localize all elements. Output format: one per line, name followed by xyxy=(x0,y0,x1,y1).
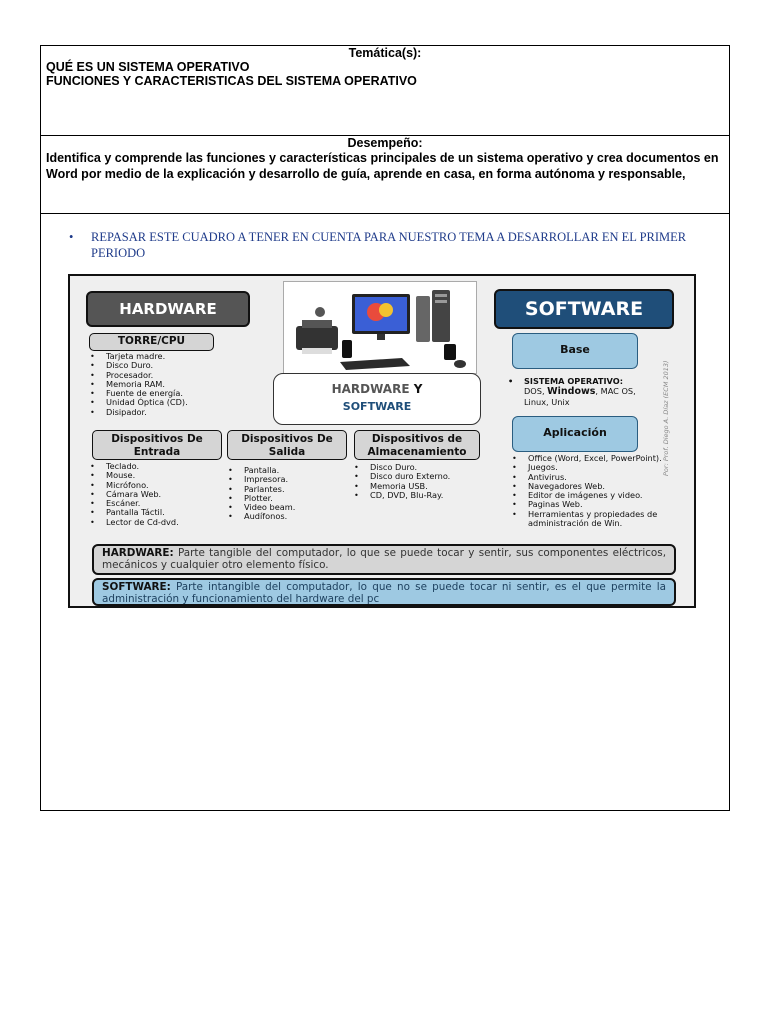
software-definition-text: Parte intangible del computador, lo que no se puede tocar ni sentir, es el que permite la administración y funcionamiento del hardware del pc xyxy=(102,581,666,605)
bullet-icon: • xyxy=(508,376,514,386)
list-item: • Antivirus. xyxy=(510,473,680,482)
software-definition-label: SOFTWARE: xyxy=(102,581,171,593)
os-title: SISTEMA OPERATIVO: xyxy=(524,376,623,386)
list-item: • Pantalla Táctil. xyxy=(88,508,228,517)
list-item: • Disipador. xyxy=(88,408,238,417)
tematica-section xyxy=(41,46,729,136)
list-item: • Impresora. xyxy=(226,475,356,484)
center-title-box xyxy=(273,373,481,425)
aplicacion-label: Aplicación xyxy=(512,416,638,452)
torre-cpu-label: TORRE/CPU xyxy=(89,333,214,351)
base-label: Base xyxy=(512,333,638,369)
torre-cpu-list xyxy=(88,352,238,417)
list-item: • Navegadores Web. xyxy=(510,482,680,491)
entrada-list xyxy=(88,462,228,527)
hardware-definition-label: HARDWARE: xyxy=(102,547,174,559)
almacenamiento-list xyxy=(352,463,492,500)
almacenamiento-label: Dispositivos de Almacenamiento xyxy=(354,430,480,460)
list-item: • Cámara Web. xyxy=(88,490,228,499)
list-item: • Memoria USB. xyxy=(352,482,492,491)
list-item: • Editor de imágenes y video. xyxy=(510,491,680,500)
tematica-line-2: FUNCIONES Y CARACTERISTICAS DEL SISTEMA OPERATIVO xyxy=(46,74,417,88)
instruction-bullet xyxy=(69,229,709,261)
list-item: • Escáner. xyxy=(88,499,228,508)
base-os-block xyxy=(506,376,656,407)
software-header: SOFTWARE xyxy=(494,289,674,329)
list-item: • Video beam. xyxy=(226,503,356,512)
list-item: • Fuente de energía. xyxy=(88,389,238,398)
computer-equipment-image xyxy=(283,281,477,374)
list-item: • Mouse. xyxy=(88,471,228,480)
worksheet-table xyxy=(40,45,730,811)
aplicacion-list xyxy=(510,454,680,528)
list-item: • Disco duro Externo. xyxy=(352,472,492,481)
list-item: • Lector de Cd-dvd. xyxy=(88,518,228,527)
content-section xyxy=(41,214,729,810)
hardware-header: HARDWARE xyxy=(86,291,250,327)
instruction-text: REPASAR ESTE CUADRO A TENER EN CUENTA PARA NUESTRO TEMA A DESARROLLAR EN EL PRIMER PERIODO xyxy=(91,230,687,260)
desempeno-section xyxy=(41,136,729,214)
list-item: • Office (Word, Excel, PowerPoint). xyxy=(510,454,680,463)
list-item: • Tarjeta madre. xyxy=(88,352,238,361)
os-others: , MAC OS, Linux, Unix xyxy=(524,386,636,407)
entrada-label: Dispositivos De Entrada xyxy=(92,430,222,460)
list-item: • Audífonos. xyxy=(226,512,356,521)
center-title-hardware: HARDWARE xyxy=(331,382,410,396)
list-item: • Plotter. xyxy=(226,494,356,503)
list-item: • Unidad Óptica (CD). xyxy=(88,398,238,407)
author-credit: Por: Prof. Diego A. Díaz (ECM 2013) xyxy=(662,360,670,476)
base-os-list xyxy=(506,386,656,407)
list-item: • Pantalla. xyxy=(226,466,356,475)
list-item: • Disco Duro. xyxy=(88,361,238,370)
computer-illustration xyxy=(284,282,476,373)
list-item: • Micrófono. xyxy=(88,481,228,490)
base-os-label xyxy=(506,376,656,386)
software-definition xyxy=(92,578,676,606)
list-item: • Memoria RAM. xyxy=(88,380,238,389)
salida-list xyxy=(226,466,356,522)
os-windows: Windows xyxy=(547,386,596,397)
center-title-y: Y xyxy=(413,382,423,396)
list-item: • Parlantes. xyxy=(226,485,356,494)
list-item: • Teclado. xyxy=(88,462,228,471)
bullet-icon: • xyxy=(69,230,74,244)
hardware-software-infographic xyxy=(68,274,696,608)
center-title-line-1 xyxy=(274,374,480,396)
desempeno-text: Identifica y comprende las funciones y características principales de un sistema operativo y crea documentos en Word por medio de la explicación y desarrollo de guía, aprende en casa, en forma autónoma y responsable, xyxy=(46,151,719,181)
os-dos: DOS, xyxy=(524,386,548,396)
list-item: • Herramientas y propiedades de administración de Win. xyxy=(510,510,680,529)
list-item: • CD, DVD, Blu-Ray. xyxy=(352,491,492,500)
hardware-definition xyxy=(92,544,676,575)
desempeno-title: Desempeño: xyxy=(347,136,423,150)
tematica-line-1: QUÉ ES UN SISTEMA OPERATIVO xyxy=(46,60,250,74)
hardware-definition-text: Parte tangible del computador, lo que se puede tocar y sentir, sus componentes eléctricos, mecánicos y cualquier otro elemento físico. xyxy=(102,547,666,571)
list-item: • Procesador. xyxy=(88,371,238,380)
tematica-title: Temática(s): xyxy=(348,46,422,60)
salida-label: Dispositivos De Salida xyxy=(227,430,347,460)
list-item: • Disco Duro. xyxy=(352,463,492,472)
list-item: • Juegos. xyxy=(510,463,680,472)
list-item: • Paginas Web. xyxy=(510,500,680,509)
center-title-software: SOFTWARE xyxy=(342,400,412,413)
